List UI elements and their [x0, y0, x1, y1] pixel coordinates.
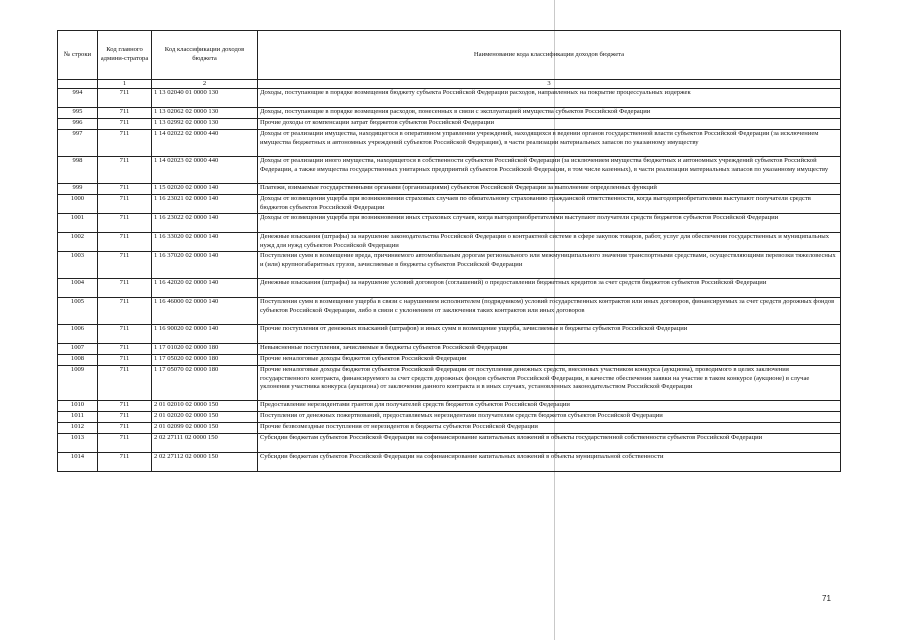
kbk-code-cell: 2 02 27112 02 0000 150 — [152, 453, 258, 472]
kbk-code-cell: 1 13 02040 01 0000 130 — [152, 89, 258, 108]
code-name-cell: Доходы от возмещения ущерба при возникновении страховых случаев по обязательному страхованию гражданской ответственности, когда выгодоприобретателями выступают получатели средств бюджетов субъектов Российской Федерации — [258, 195, 841, 214]
table-body — [58, 89, 841, 472]
row-number-cell: 1012 — [58, 423, 98, 434]
table-row — [58, 401, 841, 412]
admin-code-cell: 711 — [98, 195, 152, 214]
kbk-code-cell: 1 14 02022 02 0000 440 — [152, 130, 258, 157]
column-index: 3 — [258, 80, 841, 89]
code-name-cell: Доходы от реализации иного имущества, находящегося в собственности субъектов Российской Федерации (за исключением имущества бюджетных и автономных учреждений субъектов Российской Федерации, а также имущества государственных унитарных предприятий субъектов Российской Федерации, в том числе казенных), в части реализации материальных запасов по указанному имуществу — [258, 157, 841, 184]
kbk-code-cell: 1 17 05070 02 0000 180 — [152, 366, 258, 401]
row-number-cell: 994 — [58, 89, 98, 108]
table-row — [58, 279, 841, 298]
kbk-code-cell: 1 16 33020 02 0000 140 — [152, 233, 258, 252]
code-name-cell: Предоставление нерезидентами грантов для получателей средств бюджетов субъектов Российской Федерации — [258, 401, 841, 412]
code-name-cell: Прочие поступления от денежных взысканий (штрафов) и иных сумм в возмещение ущерба, зачисляемые в бюджеты субъектов Российской Федерации — [258, 325, 841, 344]
table-row — [58, 325, 841, 344]
table-row — [58, 184, 841, 195]
kbk-code-cell: 1 16 90020 02 0000 140 — [152, 325, 258, 344]
admin-code-cell: 711 — [98, 434, 152, 453]
kbk-code-cell: 1 15 02020 02 0000 140 — [152, 184, 258, 195]
row-number-cell: 998 — [58, 157, 98, 184]
code-name-cell: Доходы, поступающие в порядке возмещения бюджету субъекта Российской Федерации расходов, направленных на покрытие процессуальных издержек — [258, 89, 841, 108]
admin-code-cell: 711 — [98, 298, 152, 325]
document-page — [57, 30, 840, 472]
code-name-cell: Доходы от реализации имущества, находящегося в оперативном управлении учреждений, находящихся в ведении органов государственной власти субъектов Российской Федерации (за исключением имущества бюджетных и автономных учреждений субъектов Российской Федерации), в части реализации материальных запасов по указанному имуществу — [258, 130, 841, 157]
admin-code-cell: 711 — [98, 355, 152, 366]
table-row — [58, 252, 841, 279]
code-name-cell: Невыясненные поступления, зачисляемые в бюджеты субъектов Российской Федерации — [258, 344, 841, 355]
admin-code-cell: 711 — [98, 252, 152, 279]
admin-code-cell: 711 — [98, 344, 152, 355]
table-row — [58, 434, 841, 453]
admin-code-cell: 711 — [98, 233, 152, 252]
table-row — [58, 412, 841, 423]
column-index: 1 — [98, 80, 152, 89]
admin-code-cell: 711 — [98, 453, 152, 472]
row-number-cell: 1009 — [58, 366, 98, 401]
table-row — [58, 233, 841, 252]
admin-code-cell: 711 — [98, 412, 152, 423]
column-index-row — [58, 80, 841, 89]
code-name-cell: Субсидии бюджетам субъектов Российской Федерации на софинансирование капитальных вложений в объекты государственной собственности субъектов Российской Федерации — [258, 434, 841, 453]
header-admin-code: Код главного админи-стратора — [98, 31, 152, 80]
table-row — [58, 344, 841, 355]
row-number-cell: 997 — [58, 130, 98, 157]
row-number-cell: 1000 — [58, 195, 98, 214]
row-number-cell: 1008 — [58, 355, 98, 366]
row-number-cell: 996 — [58, 119, 98, 130]
admin-code-cell: 711 — [98, 279, 152, 298]
kbk-code-cell: 2 01 02020 02 0000 150 — [152, 412, 258, 423]
code-name-cell: Поступления от денежных пожертвований, предоставляемых нерезидентами получателям средств бюджетов субъектов Российской Федерации — [258, 412, 841, 423]
admin-code-cell: 711 — [98, 184, 152, 195]
row-number-cell: 1014 — [58, 453, 98, 472]
column-index-empty — [58, 80, 98, 89]
row-number-cell: 1001 — [58, 214, 98, 233]
code-name-cell: Доходы от возмещения ущерба при возникновении иных страховых случаев, когда выгодоприобретателями выступают получатели средств бюджетов субъектов Российской Федерации — [258, 214, 841, 233]
kbk-code-cell: 1 16 23021 02 0000 140 — [152, 195, 258, 214]
row-number-cell: 1011 — [58, 412, 98, 423]
row-number-cell: 1003 — [58, 252, 98, 279]
kbk-code-cell: 1 16 42020 02 0000 140 — [152, 279, 258, 298]
kbk-code-cell: 1 13 02062 02 0000 130 — [152, 108, 258, 119]
table-row — [58, 195, 841, 214]
code-name-cell: Прочие неналоговые доходы бюджетов субъектов Российской Федерации от поступления денежных средств, внесенных участником конкурса (аукциона), проводимого в целях заключения государственного контракта, финансируемого за счет средств дорожных фондов субъектов Российской Федерации, в качестве обеспечения заявки на участие в таком конкурсе (аукционе) в случае уклонения участника конкурса (аукциона) от заключения данного контракта и в иных случаях, установленных законодательством Российской Федерации — [258, 366, 841, 401]
header-code-name: Наименование кода классификации доходов бюджета — [258, 31, 841, 80]
kbk-code-cell: 2 01 02099 02 0000 150 — [152, 423, 258, 434]
admin-code-cell: 711 — [98, 214, 152, 233]
admin-code-cell: 711 — [98, 401, 152, 412]
page-number: 71 — [822, 594, 831, 603]
code-name-cell: Доходы, поступающие в порядке возмещения расходов, понесенных в связи с эксплуатацией имущества субъектов Российской Федерации — [258, 108, 841, 119]
table-row — [58, 108, 841, 119]
row-number-cell: 1004 — [58, 279, 98, 298]
kbk-code-cell: 1 16 46000 02 0000 140 — [152, 298, 258, 325]
header-kbk-code: Код классификации доходов бюджета — [152, 31, 258, 80]
code-name-cell: Денежные взыскания (штрафы) за нарушение законодательства Российской Федерации о контрактной системе в сфере закупок товаров, работ, услуг для обеспечения государственных и муниципальных нужд для нужд субъектов Российской Федерации — [258, 233, 841, 252]
kbk-code-cell: 1 17 01020 02 0000 180 — [152, 344, 258, 355]
code-name-cell: Поступления сумм в возмещение вреда, причиняемого автомобильным дорогам регионального или межмуниципального значения транспортными средствами, осуществляющими перевозки тяжеловесных и (или) крупногабаритных грузов, зачисляемые в бюджеты субъектов Российской Федерации — [258, 252, 841, 279]
code-name-cell: Поступления сумм в возмещение ущерба в связи с нарушением исполнителем (подрядчиком) условий государственных контрактов или иных договоров, финансируемых за счет средств дорожных фондов субъектов Российской Федерации, либо в связи с уклонением от заключения таких контрактов или иных договоров — [258, 298, 841, 325]
kbk-code-cell: 1 13 02992 02 0000 130 — [152, 119, 258, 130]
code-name-cell: Прочие неналоговые доходы бюджетов субъектов Российской Федерации — [258, 355, 841, 366]
admin-code-cell: 711 — [98, 119, 152, 130]
table-row — [58, 453, 841, 472]
row-number-cell: 1010 — [58, 401, 98, 412]
kbk-code-cell: 1 16 23022 02 0000 140 — [152, 214, 258, 233]
kbk-code-cell: 1 14 02023 02 0000 440 — [152, 157, 258, 184]
table-row — [58, 130, 841, 157]
admin-code-cell: 711 — [98, 108, 152, 119]
budget-income-codes-table — [57, 30, 841, 472]
row-number-cell: 1013 — [58, 434, 98, 453]
table-row — [58, 214, 841, 233]
column-index: 2 — [152, 80, 258, 89]
row-number-cell: 995 — [58, 108, 98, 119]
admin-code-cell: 711 — [98, 130, 152, 157]
code-name-cell: Прочие доходы от компенсации затрат бюджетов субъектов Российской Федерации — [258, 119, 841, 130]
table-row — [58, 298, 841, 325]
table-row — [58, 423, 841, 434]
table-row — [58, 355, 841, 366]
header-row-number: № строки — [58, 31, 98, 80]
code-name-cell: Прочие безвозмездные поступления от нерезидентов в бюджеты субъектов Российской Федерации — [258, 423, 841, 434]
kbk-code-cell: 2 02 27111 02 0000 150 — [152, 434, 258, 453]
kbk-code-cell: 1 17 05020 02 0000 180 — [152, 355, 258, 366]
row-number-cell: 999 — [58, 184, 98, 195]
admin-code-cell: 711 — [98, 325, 152, 344]
kbk-code-cell: 1 16 37020 02 0000 140 — [152, 252, 258, 279]
admin-code-cell: 711 — [98, 423, 152, 434]
row-number-cell: 1005 — [58, 298, 98, 325]
table-header-row — [58, 31, 841, 80]
admin-code-cell: 711 — [98, 157, 152, 184]
admin-code-cell: 711 — [98, 89, 152, 108]
row-number-cell: 1007 — [58, 344, 98, 355]
code-name-cell: Субсидии бюджетам субъектов Российской Федерации на софинансирование капитальных вложений в объекты муниципальной собственности — [258, 453, 841, 472]
table-row — [58, 157, 841, 184]
code-name-cell: Платежи, взимаемые государственными органами (организациями) субъектов Российской Федерации за выполнение определенных функций — [258, 184, 841, 195]
admin-code-cell: 711 — [98, 366, 152, 401]
table-row — [58, 89, 841, 108]
kbk-code-cell: 2 01 02010 02 0000 150 — [152, 401, 258, 412]
table-row — [58, 119, 841, 130]
row-number-cell: 1006 — [58, 325, 98, 344]
code-name-cell: Денежные взыскания (штрафы) за нарушение условий договоров (соглашений) о предоставлении бюджетных кредитов за счет средств бюджетов субъектов Российской Федерации — [258, 279, 841, 298]
table-row — [58, 366, 841, 401]
row-number-cell: 1002 — [58, 233, 98, 252]
